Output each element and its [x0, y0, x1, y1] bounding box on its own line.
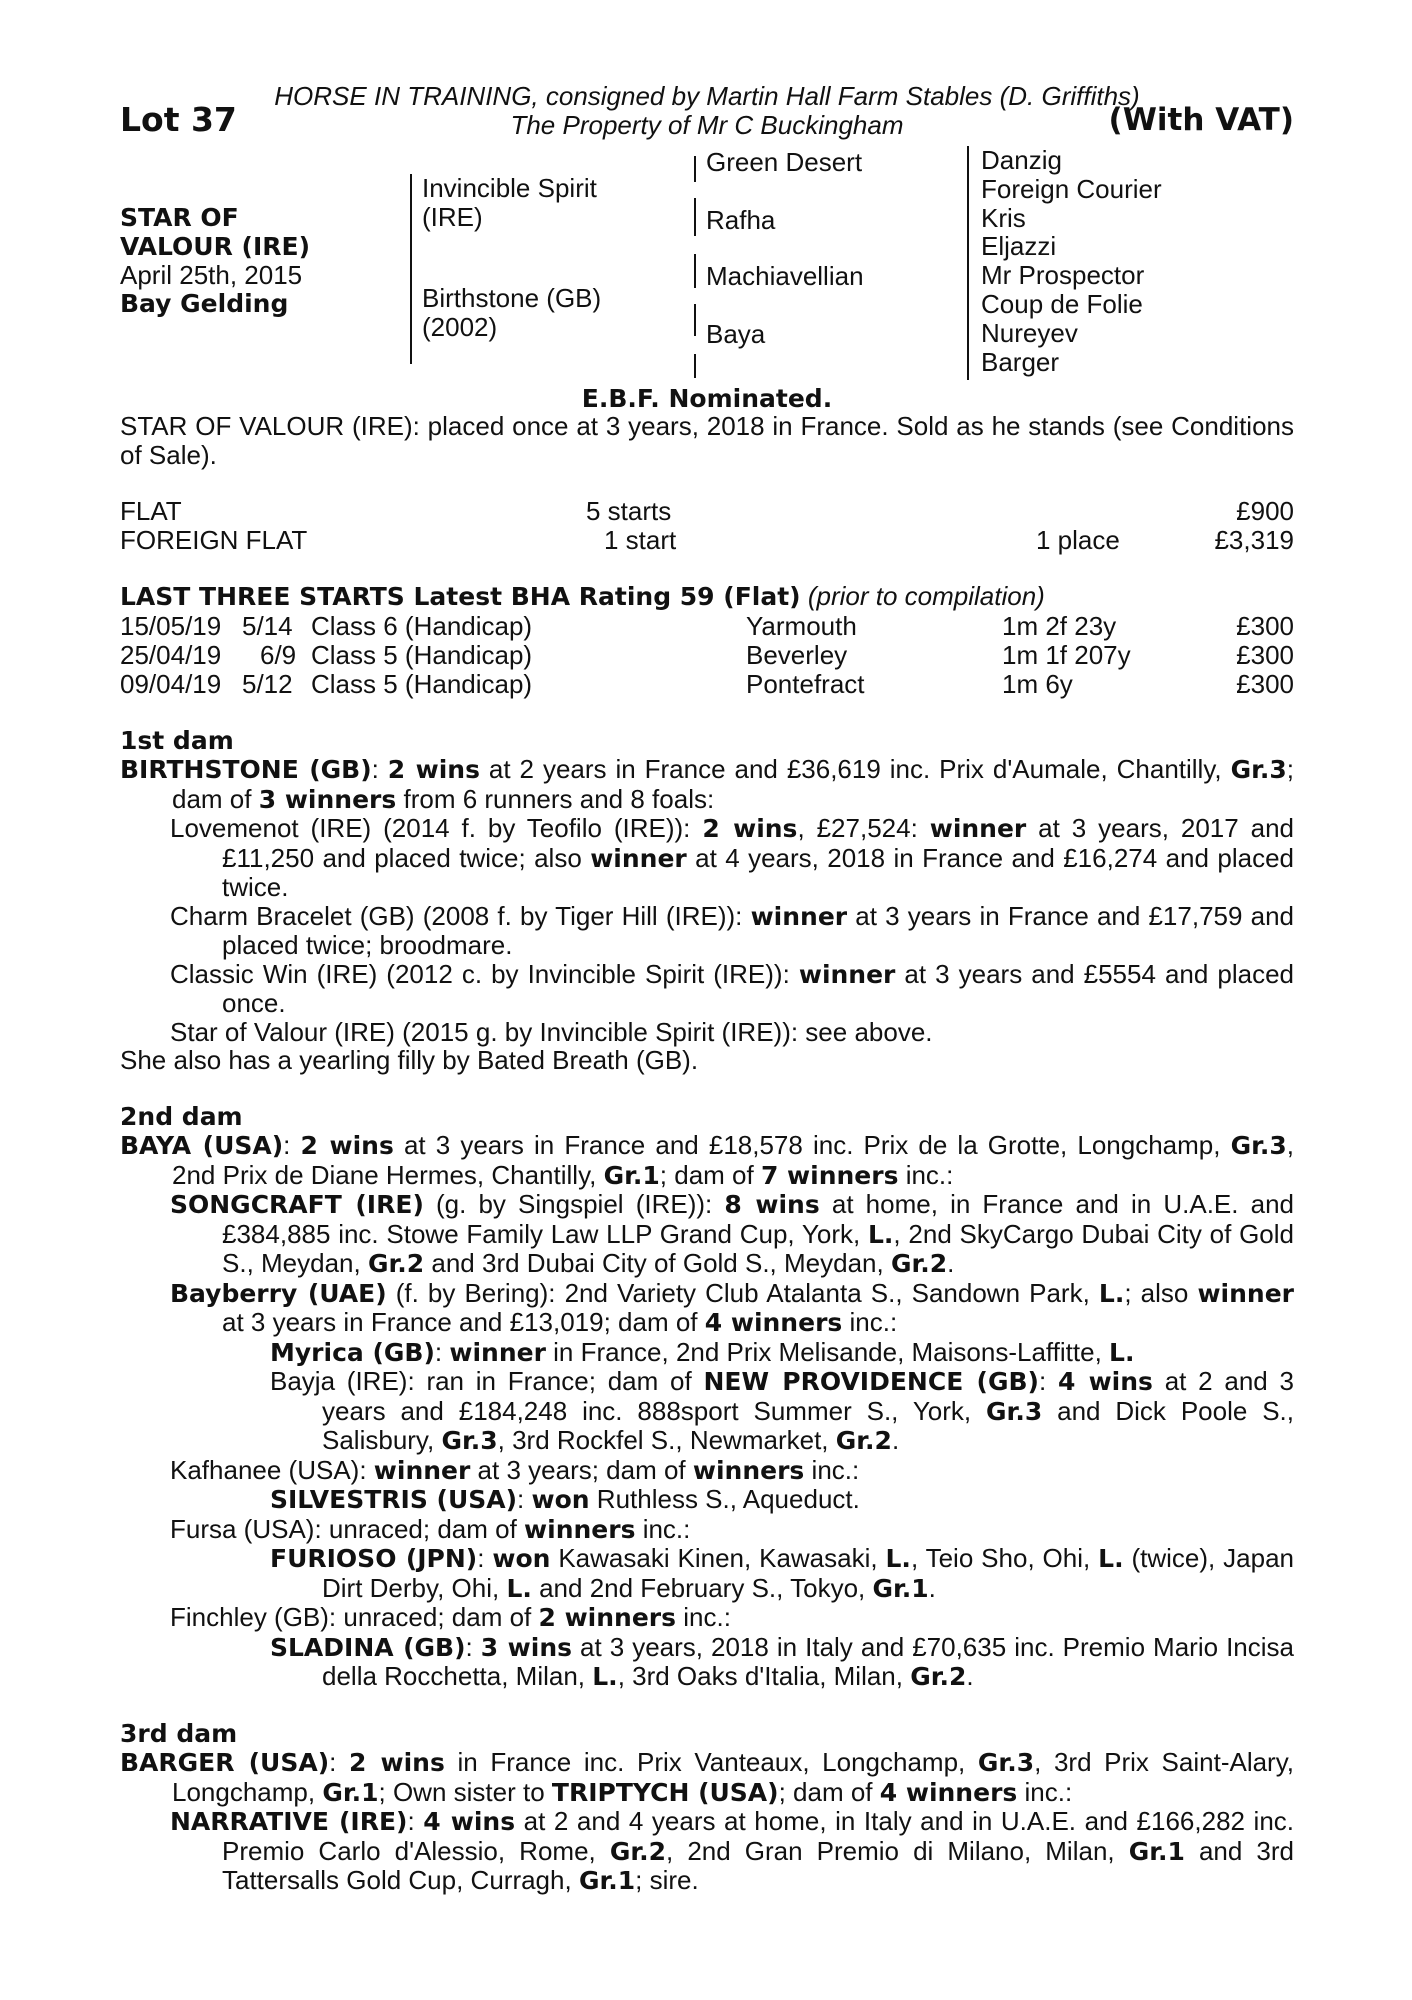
first-dam-entry: BIRTHSTONE (GB): 2 wins at 2 years in France and £36,619 inc. Prix d'Aumale, Chantilly, Gr.3; dam of 3 winners from 6 runners and 8 foals: [120, 754, 1294, 814]
produce-entry: NARRATIVE (IRE): 4 wins at 2 and 4 years at home, in Italy and in U.A.E. and £166,282 inc. Premio Carlo d'Alessio, Rome, Gr.2, 2nd Gran Premio di Milano, Milan, Gr.1 and 3rd Tattersalls Gold Cup, Curragh, Gr.1; sire. [170, 1806, 1295, 1895]
start-row: 09/04/19 5/12 Class 5 (Handicap) Pontefract 1m 6y £300 [120, 668, 1294, 699]
sex-colour: Bay Gelding [120, 289, 289, 318]
lot-number: Lot 37 [120, 100, 237, 139]
race-summary: STAR OF VALOUR (IRE): placed once at 3 years, 2018 in France. Sold as he stands (see Conditions of Sale). [120, 411, 1294, 470]
parents-column [410, 173, 602, 364]
dam: Birthstone (GB) (2002) [422, 283, 602, 342]
produce-entry: Kafhanee (USA): winner at 3 years; dam of winners inc.: [170, 1454, 860, 1485]
produce-entry: Lovemenot (IRE) (2014 f. by Teofilo (IRE)): 2 wins, £27,524: winner at 3 years, 2017 and £11,250 and placed twice; also winner at 4 years, 2018 in France and £16,274 and placed twice. [170, 813, 1294, 902]
consignor-line: HORSE IN TRAINING, consigned by Martin Hall Farm Stables (D. Griffiths) [274, 81, 1140, 111]
third-dam-heading: 3rd dam [120, 1718, 238, 1748]
foaling-date: April 25th, 2015 [120, 260, 303, 290]
second-dam-entry: BAYA (USA): 2 wins at 3 years in France and £18,578 inc. Prix de la Grotte, Longchamp, Gr.3, 2nd Prix de Diane Hermes, Chantilly, Gr.1; dam of 7 winners inc.: [120, 1130, 1294, 1190]
second-dam-heading: 2nd dam [120, 1101, 243, 1131]
produce-entry: SILVESTRIS (USA): won Ruthless S., Aqueduct. [270, 1484, 860, 1514]
property-line: The Property of Mr C Buckingham [510, 110, 904, 140]
start-row: 25/04/19 6/9 Class 5 (Handicap) Beverley 1m 1f 207y £300 [120, 639, 1294, 670]
produce-entry: Fursa (USA): unraced; dam of winners inc.: [170, 1513, 691, 1544]
sire: Invincible Spirit (IRE) [422, 173, 597, 232]
great-grandparent: Nureyev [981, 317, 1078, 348]
produce-entry: Finchley (GB): unraced; dam of 2 winners inc.: [170, 1602, 731, 1632]
first-dam-heading: 1st dam [120, 725, 234, 755]
pedigree [120, 145, 1294, 384]
grandparent: Baya [706, 319, 766, 349]
yearling-note: She also has a yearling filly by Bated Breath (GB). [120, 1045, 699, 1075]
grandparent: Green Desert [706, 147, 863, 177]
start-row: 15/05/19 5/14 Class 6 (Handicap) Yarmouth 1m 2f 23y £300 [120, 610, 1294, 641]
produce-entry: Bayja (IRE): ran in France; dam of NEW PROVIDENCE (GB): 4 wins at 2 and 3 years and £184,248 inc. 888sport Summer S., York, Gr.3 and Dick Poole S., Salisbury, Gr.3, 3rd Rockfel S., Newmarket, Gr.2. [270, 1366, 1294, 1455]
produce-entry: SLADINA (GB): 3 wins at 3 years, 2018 in Italy and £70,635 inc. Premio Mario Incisa della Rocchetta, Milan, L., 3rd Oaks d'Italia, Milan, Gr.2. [270, 1631, 1294, 1691]
produce-entry: SONGCRAFT (IRE) (g. by Singspiel (IRE)): 8 wins at home, in France and in U.A.E. and £384,885 inc. Stowe Family Law LLP Grand Cup, York, L., 2nd SkyCargo Dubai City of Gold S., Meydan, Gr.2 and 3rd Dubai City of Gold S., Meydan, Gr.2. [170, 1189, 1294, 1278]
produce-entry: Charm Bracelet (GB) (2008 f. by Tiger Hill (IRE)): winner at 3 years in France and £17,759 and placed twice; broodmare. [170, 900, 1294, 960]
produce-entry: Myrica (GB): winner in France, 2nd Prix Melisande, Maisons-Laffitte, L. [270, 1336, 1135, 1367]
ebf-nominated: E.B.F. Nominated. [581, 384, 833, 413]
great-grandparent: Foreign Courier [981, 173, 1162, 204]
last-three-heading: LAST THREE STARTS Latest BHA Rating 59 (Flat) (prior to compilation) [120, 581, 1045, 611]
produce-entry: Classic Win (IRE) (2012 c. by Invincible Spirit (IRE)): winner at 3 years and £5554 and placed once. [170, 958, 1294, 1018]
great-grandparent: Kris [981, 202, 1026, 233]
third-dam-entry: BARGER (USA): 2 wins in France inc. Prix Vanteaux, Longchamp, Gr.3, 3rd Prix Saint-Alary, Longchamp, Gr.1; Own sister to TRIPTYCH (USA); dam of 4 winners inc.: [120, 1747, 1295, 1807]
produce-entry: FURIOSO (JPN): won Kawasaki Kinen, Kawasaki, L., Teio Sho, Ohi, L. (twice), Japan Dirt Derby, Ohi, L. and 2nd February S., Tokyo, Gr.1. [270, 1543, 1294, 1603]
grandparent: Machiavellian [706, 261, 864, 291]
great-grandparent: Mr Prospector [981, 260, 1145, 291]
great-grandparents-column [967, 146, 1162, 380]
catalogue-page [120, 82, 1294, 1896]
horse-name: STAR OF VALOUR (IRE) [120, 203, 311, 261]
great-grandparent: Eljazzi [981, 231, 1057, 262]
produce-entry: Bayberry (UAE) (f. by Bering): 2nd Variety Club Atalanta S., Sandown Park, L.; also winner at 3 years in France and £13,019; dam of 4 winners inc.: [170, 1277, 1294, 1337]
vat-label: (With VAT) [1108, 102, 1294, 138]
record-row: FOREIGN FLAT 1 start 1 place £3,319 [120, 525, 1294, 555]
grandparent: Rafha [706, 205, 776, 235]
great-grandparent: Barger [981, 346, 1060, 377]
record-row: FLAT 5 starts £900 [120, 496, 1294, 526]
produce-entry: Star of Valour (IRE) (2015 g. by Invincible Spirit (IRE)): see above. [170, 1016, 933, 1047]
great-grandparent: Coup de Folie [981, 288, 1143, 319]
great-grandparent: Danzig [981, 145, 1062, 175]
